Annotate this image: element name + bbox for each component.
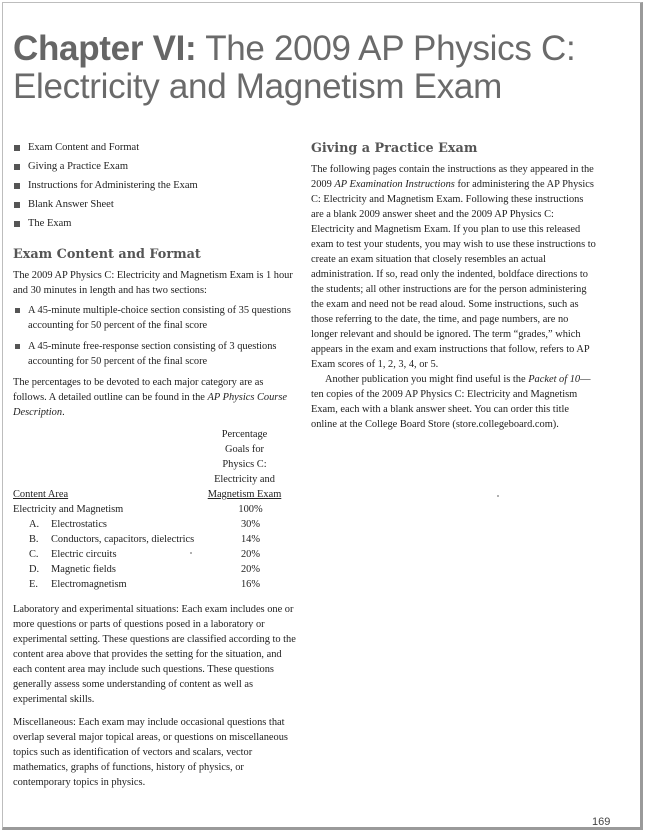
table-row: E. Electromagnetism 16% bbox=[29, 579, 261, 590]
square-bullet-icon bbox=[14, 221, 20, 227]
table-row: D. Magnetic fields 20% bbox=[29, 564, 261, 575]
instructions-ref: AP Examination Instructions bbox=[334, 179, 455, 190]
chapter-title-line1: The 2009 AP Physics C: bbox=[205, 29, 576, 68]
lab-situations-text: Laboratory and experimental situations: Each exam includes one or more questions or parts of questions posed in a laboratory or experimental setting. These questions are classified according to the content area above that provides the setting for the situation, and each content area may include such questions. These questions generally assess some understanding of content as well as experimental skills. bbox=[13, 604, 296, 705]
toc-item: The Exam bbox=[13, 216, 298, 235]
exam-intro-text: The 2009 AP Physics C: Electricity and Magnetism Exam is 1 hour and 30 minutes in length and has two sections: bbox=[13, 270, 293, 296]
toc-item: Exam Content and Format bbox=[13, 140, 298, 159]
practice-paragraph-2: Another publication you might find useful is the Packet of 10—ten copies of the 2009 AP Physics C: Electricity and Magnetism Exam, each with a blank answer sheet. You can order this title online at the College Board Store (store.collegeboard.com). bbox=[311, 374, 591, 430]
exam-sections-list bbox=[13, 303, 298, 369]
exam-section-item: A 45-minute multiple-choice section consisting of 35 questions accounting for 50 percent of the final score bbox=[13, 303, 298, 333]
practice-paragraph-1: The following pages contain the instructions as they appeared in the 2009 AP Examination Instructions for administering the AP Physics C: Electricity and Magnetism Exam. Following these instructions are a blank 2009 answer sheet and the 2009 AP Physics C: Electricity and Magnetism Exam. If you plan to use this released exam to test your students, you may wish to use these instructions to create an exam situation that closely resembles an actual administration. If so, read only the indented, boldface directions to the students; all other instructions are for the person administering the exam and need not be read aloud. Some instructions, such as those referring to the date, the time, and page numbers, are no longer relevant and should be ignored. The term “grades,” which appears in the exam and exam instructions that follow, refers to AP Exam scores of 1, 2, 3, 4, or 5. bbox=[311, 164, 596, 370]
table-row: Electricity and Magnetism 100% bbox=[13, 504, 263, 515]
table-row: C. Electric circuits 20% bbox=[29, 549, 261, 560]
right-column bbox=[311, 140, 596, 432]
table-row: B. Conductors, capacitors, dielectrics 14% bbox=[29, 534, 261, 545]
square-bullet-icon bbox=[14, 164, 20, 170]
square-bullet-icon bbox=[14, 183, 20, 189]
chapter-contents-list bbox=[13, 140, 298, 235]
percentages-text: The percentages to be devoted to each major category are as follows. A detailed outline can be found in the AP Physics Course Description. bbox=[13, 377, 287, 418]
left-column bbox=[13, 140, 298, 790]
table-row: A. Electrostatics 30% bbox=[29, 519, 261, 530]
miscellaneous-text: Miscellaneous: Each exam may include occasional questions that overlap several major topical areas, or questions on miscellaneous topics such as identification of vectors and scalars, vector mathematics, graphs of functions, history of physics, or contemporary topics in physics. bbox=[13, 717, 288, 788]
square-bullet-icon bbox=[15, 344, 20, 349]
content-area-header: Content Area bbox=[13, 489, 69, 500]
square-bullet-icon bbox=[15, 308, 20, 313]
chapter-title bbox=[13, 30, 633, 106]
paper-speck bbox=[497, 495, 499, 497]
toc-item: Instructions for Administering the Exam bbox=[13, 178, 298, 197]
square-bullet-icon bbox=[14, 202, 20, 208]
chapter-title-line2: Electricity and Magnetism Exam bbox=[13, 67, 502, 106]
packet-ref: Packet of 10 bbox=[528, 374, 581, 385]
paper-speck bbox=[190, 552, 192, 554]
page-number: 169 bbox=[592, 816, 611, 828]
toc-item: Giving a Practice Exam bbox=[13, 159, 298, 178]
square-bullet-icon bbox=[14, 145, 20, 151]
exam-section-item: A 45-minute free-response section consisting of 3 questions accounting for 50 percent of the final score bbox=[13, 339, 298, 369]
table-header bbox=[13, 427, 298, 502]
chapter-label: Chapter VI: bbox=[13, 29, 197, 68]
practice-exam-heading: Giving a Practice Exam bbox=[311, 141, 478, 156]
content-table bbox=[13, 502, 298, 592]
exam-content-heading: Exam Content and Format bbox=[13, 247, 201, 262]
goal-column-header: Percentage Goals for Physics C: Electricity and Magnetism Exam bbox=[207, 429, 282, 500]
toc-item: Blank Answer Sheet bbox=[13, 197, 298, 216]
course-description-ref: AP Physics Course Description bbox=[13, 392, 287, 418]
